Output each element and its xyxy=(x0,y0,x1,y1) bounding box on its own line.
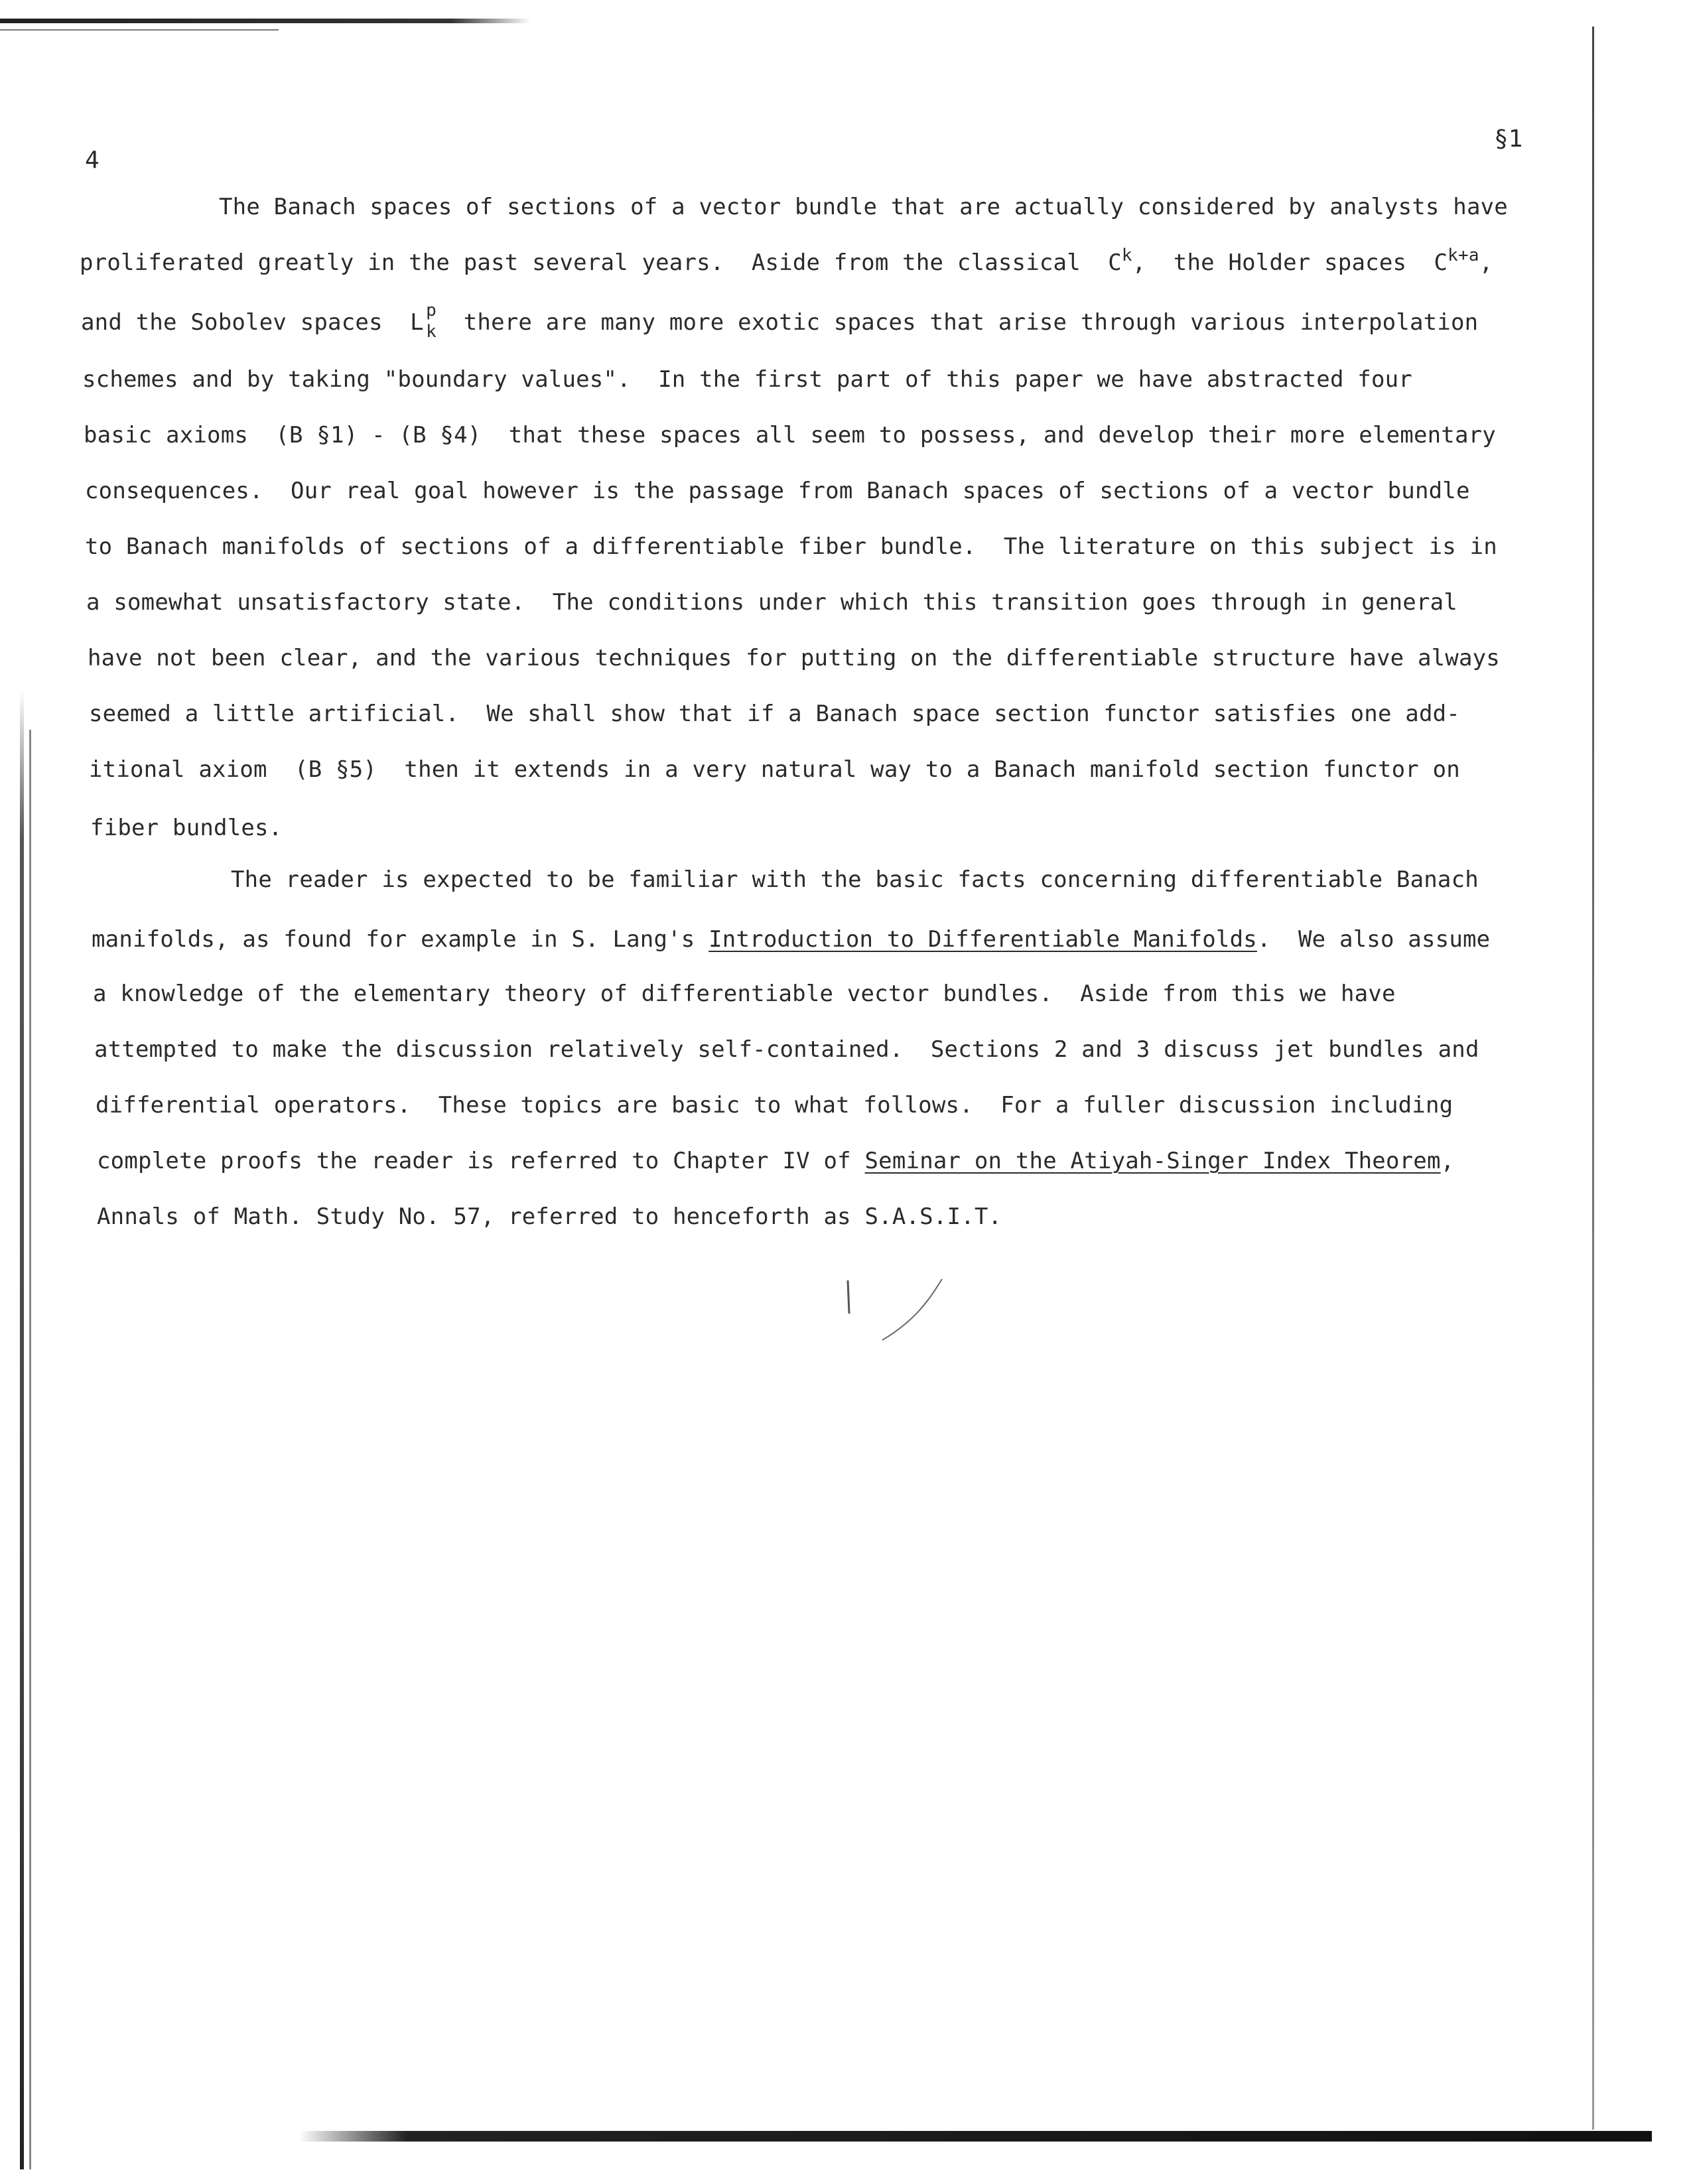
text-span: there are many more exotic spaces that arise through various interpolation xyxy=(450,309,1479,336)
text-span: , xyxy=(1440,1148,1455,1174)
sobolev-superscript: p xyxy=(426,301,437,320)
book-title-sasit: Seminar on the Atiyah-Singer Index Theorem xyxy=(864,1148,1441,1174)
scan-left-edge-secondary xyxy=(29,730,31,2169)
sobolev-base: L xyxy=(410,309,424,336)
paragraph-1-line-1: The Banach spaces of sections of a vector bundle that are actually considered by analysts have xyxy=(219,194,1508,220)
superscript: k+a xyxy=(1448,245,1479,265)
paragraph-1-line-6: consequences. Our real goal however is the passage from Banach spaces of sections of a vector bundle xyxy=(85,478,1470,504)
text-span: manifolds, as found for example in S. Lang's xyxy=(92,926,709,953)
paragraph-2-line-1: The reader is expected to be familiar with the basic facts concerning differentiable Banach xyxy=(231,866,1479,893)
paragraph-1-line-4: schemes and by taking "boundary values". In the first part of this paper we have abstracted four xyxy=(82,366,1412,393)
scan-bottom-rule xyxy=(299,2131,1652,2142)
paragraph-1-line-8: a somewhat unsatisfactory state. The conditions under which this transition goes through in general xyxy=(86,589,1457,616)
paragraph-2-line-4: attempted to make the discussion relatively self-contained. Sections 2 and 3 discuss jet bundles and xyxy=(94,1036,1479,1063)
paragraph-1-line-2 xyxy=(80,245,1493,276)
page-number: 4 xyxy=(85,147,100,174)
text-span: , xyxy=(1479,249,1493,276)
paragraph-2-line-6 xyxy=(97,1148,1454,1174)
paragraph-2-line-5: differential operators. These topics are basic to what follows. For a fuller discussion including xyxy=(96,1092,1453,1119)
book-title-lang: Introduction to Differentiable Manifolds xyxy=(709,926,1257,953)
scan-top-rule xyxy=(0,19,531,23)
sobolev-subscript: k xyxy=(426,322,437,342)
paragraph-1-line-5: basic axioms (B §1) - (B §4) that these spaces all seem to possess, and develop their more elementary xyxy=(84,422,1496,448)
pen-mark xyxy=(843,1274,949,1347)
scan-top-rule-thin xyxy=(0,29,279,31)
text-span: , the Holder spaces C xyxy=(1132,249,1448,276)
paragraph-1-line-9: have not been clear, and the various techniques for putting on the differentiable structure have always xyxy=(88,645,1500,671)
text-span: proliferated greatly in the past several years. Aside from the classical C xyxy=(80,249,1122,276)
superscript: k xyxy=(1121,245,1132,265)
paragraph-1-line-3 xyxy=(81,301,1479,342)
paragraph-1-line-7: to Banach manifolds of sections of a differentiable fiber bundle. The literature on this subject is in xyxy=(85,533,1497,560)
text-span: and the Sobolev spaces xyxy=(81,309,411,336)
text-span: . We also assume xyxy=(1256,926,1491,953)
section-mark: §1 xyxy=(1494,125,1523,153)
paragraph-1-line-10: seemed a little artificial. We shall show that if a Banach space section functor satisfies one add- xyxy=(89,701,1460,727)
paragraph-1-line-11: itional axiom (B §5) then it extends in a very natural way to a Banach manifold section functor on xyxy=(89,756,1460,783)
paragraph-2-line-3: a knowledge of the elementary theory of differentiable vector bundles. Aside from this we have xyxy=(93,981,1396,1007)
scan-right-edge xyxy=(1592,27,1594,2130)
paragraph-2-line-2 xyxy=(92,926,1490,953)
paragraph-1-line-12: fiber bundles. xyxy=(90,815,283,841)
sobolev-symbol xyxy=(410,301,450,342)
paragraph-2-line-7: Annals of Math. Study No. 57, referred to henceforth as S.A.S.I.T. xyxy=(97,1203,1002,1230)
scan-left-edge xyxy=(20,690,24,2169)
text-span: complete proofs the reader is referred to Chapter IV of xyxy=(97,1148,865,1174)
